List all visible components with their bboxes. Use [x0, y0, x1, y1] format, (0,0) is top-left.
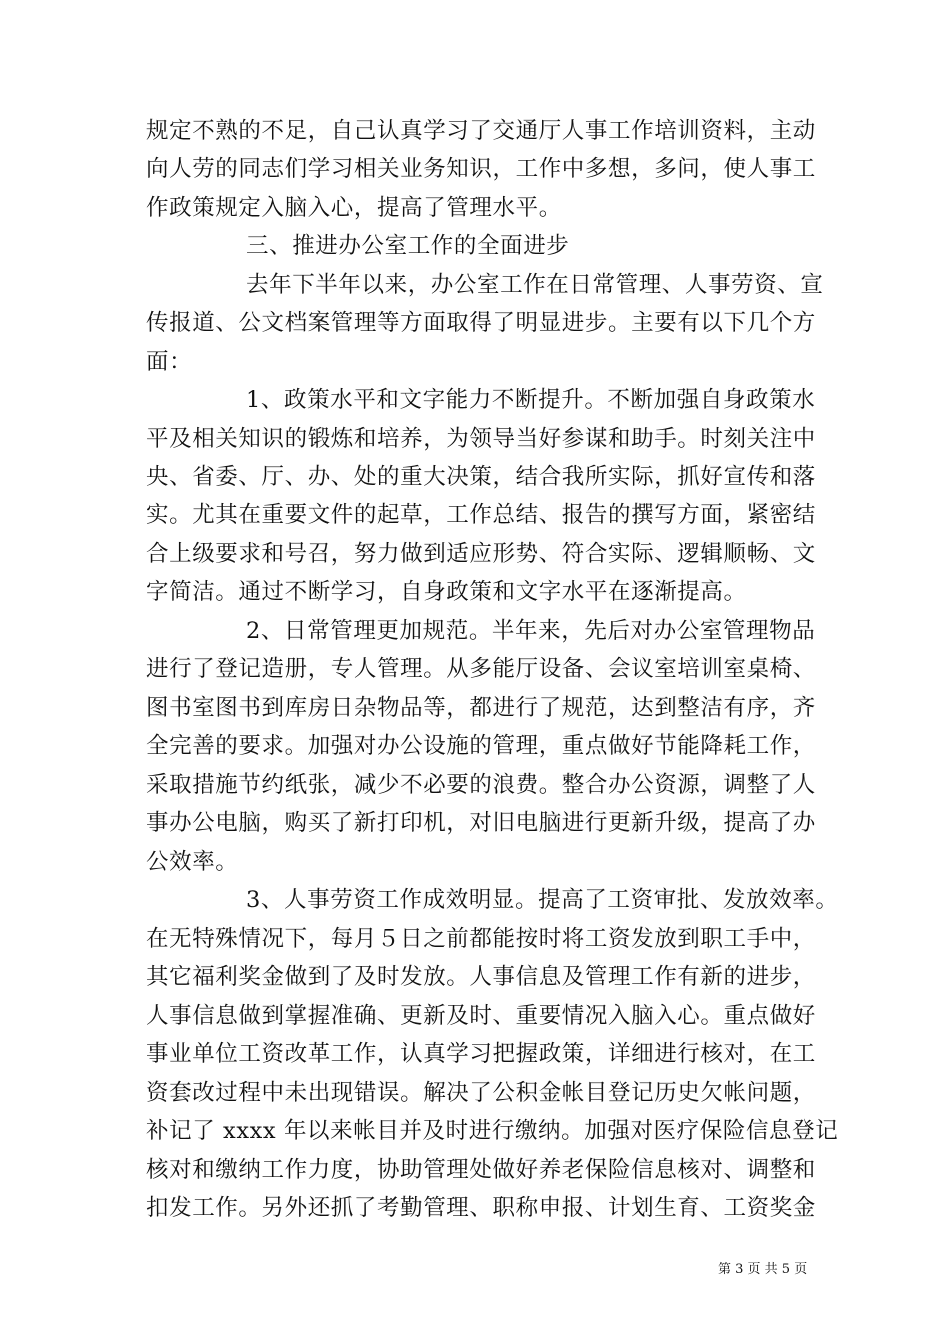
text-line: 向人劳的同志们学习相关业务知识，工作中多想，多问，使人事工	[146, 156, 816, 182]
text-line: 补记了 xxxx 年以来帐目并及时进行缴纳。加强对医疗保险信息登记	[146, 1118, 839, 1144]
text-line: 去年下半年以来，办公室工作在日常管理、人事劳资、宣	[246, 272, 824, 298]
text-line: 采取措施节约纸张，减少不必要的浪费。整合办公资源，调整了人	[146, 772, 816, 798]
text-line: 面：	[146, 349, 193, 375]
text-line: 合上级要求和号召，努力做到适应形势、符合实际、逻辑顺畅、文	[146, 541, 816, 567]
text-line: 事业单位工资改革工作，认真学习把握政策，详细进行核对，在工	[146, 1041, 816, 1067]
text-line: 全完善的要求。加强对办公设施的管理，重点做好节能降耗工作，	[146, 733, 816, 759]
text-line: 公效率。	[146, 849, 239, 875]
text-line: 字简洁。通过不断学习，自身政策和文字水平在逐渐提高。	[146, 579, 747, 605]
text-line: 3、人事劳资工作成效明显。提高了工资审批、发放效率。	[246, 887, 839, 913]
text-line: 2、日常管理更加规范。半年来，先后对办公室管理物品	[246, 618, 816, 644]
text-line: 央、省委、厅、办、处的重大决策，结合我所实际，抓好宣传和落	[146, 464, 816, 490]
text-line: 图书室图书到库房日杂物品等，都进行了规范，达到整洁有序，齐	[146, 695, 816, 721]
text-line: 扣发工作。另外还抓了考勤管理、职称申报、计划生育、工资奖金	[146, 1195, 816, 1221]
text-line: 事办公电脑，购买了新打印机，对旧电脑进行更新升级，提高了办	[146, 810, 816, 836]
text-line: 规定不熟的不足，自己认真学习了交通厅人事工作培训资料，主动	[146, 118, 816, 144]
text-line: 人事信息做到掌握准确、更新及时、重要情况入脑入心。重点做好	[146, 1003, 816, 1029]
text-line: 平及相关知识的锻炼和培养，为领导当好参谋和助手。时刻关注中	[146, 426, 816, 452]
section-heading: 三、推进办公室工作的全面进步	[246, 233, 570, 259]
text-line: 传报道、公文档案管理等方面取得了明显进步。主要有以下几个方	[146, 310, 816, 336]
text-line: 实。尤其在重要文件的起草，工作总结、报告的撰写方面，紧密结	[146, 502, 816, 528]
text-line: 作政策规定入脑入心，提高了管理水平。	[146, 195, 562, 221]
text-line: 1、政策水平和文字能力不断提升。不断加强自身政策水	[246, 387, 816, 413]
text-line: 在无特殊情况下，每月５日之前都能按时将工资发放到职工手中，	[146, 926, 816, 952]
text-line: 进行了登记造册，专人管理。从多能厅设备、会议室培训室桌椅、	[146, 656, 816, 682]
text-line: 核对和缴纳工作力度，协助管理处做好养老保险信息核对、调整和	[146, 1157, 816, 1183]
page-number-footer: 第 3 页 共 5 页	[718, 1262, 808, 1277]
text-line: 其它福利奖金做到了及时发放。人事信息及管理工作有新的进步，	[146, 964, 816, 990]
text-line: 资套改过程中未出现错误。解决了公积金帐目登记历史欠帐问题，	[146, 1080, 816, 1106]
